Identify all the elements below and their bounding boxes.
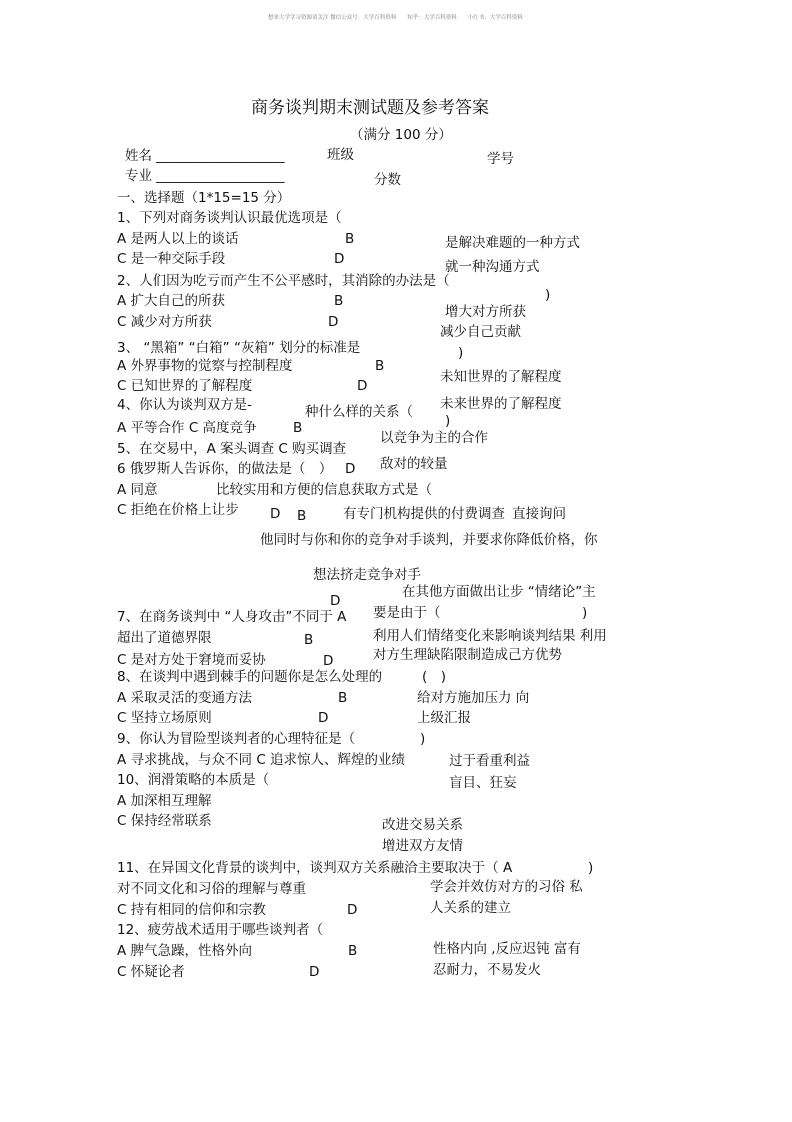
text-line: 他同时与你和你的竞争对手谈判，并要求你降低价格，你 bbox=[260, 532, 598, 548]
text-line: 敌对的较量 bbox=[380, 456, 448, 472]
text-line: A 脾气急躁，性格外向 bbox=[117, 943, 253, 959]
text-line: 人关系的建立 bbox=[430, 900, 511, 916]
text-line: 9、你认为冒险型谈判者的心理特征是（ bbox=[117, 731, 356, 747]
text-line: 忍耐力，不易发火 bbox=[433, 962, 541, 978]
text-line: C 是一种交际手段 bbox=[117, 251, 226, 267]
text-line: ) bbox=[582, 605, 588, 621]
text-line: 要是由于（ bbox=[373, 605, 441, 621]
text-line: 一、选择题（1*15=15 分） bbox=[117, 190, 291, 206]
text-line: 利用人们情绪变化来影响谈判结果 利用 bbox=[373, 628, 607, 644]
text-line: ) bbox=[420, 731, 426, 747]
text-line: A 平等合作 C 高度竞争 bbox=[117, 420, 257, 436]
text-line: A 寻求挑战，与众不同 C 追求惊人、辉煌的业绩 bbox=[117, 752, 406, 768]
text-line: D bbox=[357, 378, 368, 394]
text-line: 未来世界的了解程度 bbox=[440, 396, 562, 412]
text-line: B bbox=[348, 943, 358, 959]
text-line: 7、在商务谈判中 “人身攻击”不同于 A bbox=[117, 609, 347, 625]
text-line: B bbox=[375, 358, 385, 374]
text-line: ) bbox=[588, 860, 594, 876]
text-line: 专业 ___________________ bbox=[125, 168, 285, 184]
text-line: 有专门机构提供的付费调查 bbox=[343, 506, 505, 522]
text-line: 超出了道德界限 bbox=[117, 630, 212, 646]
text-line: B bbox=[334, 293, 344, 309]
text-line: A 采取灵活的变通方法 bbox=[117, 690, 253, 706]
text-line: B bbox=[345, 231, 355, 247]
text-line: 上级汇报 bbox=[417, 710, 471, 726]
text-line: 减少自己贡献 bbox=[440, 324, 521, 340]
text-line: A 加深相互理解 bbox=[117, 793, 212, 809]
text-line: 姓名 ___________________ bbox=[125, 148, 285, 164]
text-line: D bbox=[330, 593, 341, 609]
text-line: 过于看重利益 bbox=[449, 753, 530, 769]
document-title: 商务谈判期末测试题及参考答案 bbox=[251, 98, 489, 118]
text-line: 性格内向 ,反应迟钝 富有 bbox=[433, 941, 581, 957]
text-line: 3、 “黑箱” “白箱” “灰箱” 划分的标准是 bbox=[117, 340, 361, 356]
text-line: 比较实用和方便的信息获取方式是（ bbox=[216, 482, 432, 498]
text-line: 12、疲劳战术适用于哪些谈判者（ bbox=[117, 922, 324, 938]
text-line: D bbox=[270, 506, 281, 522]
text-line: 4、你认为谈判双方是- bbox=[117, 397, 252, 413]
text-line: C 已知世界的了解程度 bbox=[117, 378, 253, 394]
text-line: C 是对方处于窘境而妥协 bbox=[117, 652, 266, 668]
text-line: 直接询问 bbox=[512, 506, 566, 522]
text-line: 6 俄罗斯人告诉你，的做法是（ ） bbox=[117, 461, 333, 477]
text-line: 在其他方面做出让步 “情绪论”主 bbox=[402, 584, 596, 600]
text-line: B bbox=[297, 508, 307, 524]
text-line: C 拒绝在价格上让步 bbox=[117, 502, 239, 518]
text-line: 对不同文化和习俗的理解与尊重 bbox=[117, 881, 306, 897]
text-line: 种什么样的关系（ bbox=[305, 404, 413, 420]
text-line: 学会并效仿对方的习俗 私 bbox=[430, 879, 583, 895]
text-line: D bbox=[318, 710, 329, 726]
text-line: D bbox=[323, 653, 334, 669]
text-line: 盲目、狂妄 bbox=[449, 775, 517, 791]
text-line: 想法挤走竞争对手 bbox=[313, 567, 421, 583]
text-line: ) bbox=[545, 287, 551, 303]
text-line: ) bbox=[458, 345, 464, 361]
text-line: 改进交易关系 bbox=[382, 817, 463, 833]
text-line: D bbox=[328, 314, 339, 330]
text-line: 8、在谈判中遇到棘手的问题你是怎么处理的 bbox=[117, 669, 383, 685]
text-line: C 怀疑论者 bbox=[117, 964, 185, 980]
text-line: 5、在交易中，A 案头调查 C 购买调查 bbox=[117, 441, 347, 457]
text-line: 11、在异国文化背景的谈判中，谈判双方关系融洽主要取决于（ A bbox=[117, 860, 513, 876]
text-line: 班级 bbox=[327, 147, 354, 163]
text-line: 学号 bbox=[487, 151, 514, 167]
text-line: 以竞争为主的合作 bbox=[380, 430, 488, 446]
text-line: C 持有相同的信仰和宗教 bbox=[117, 902, 266, 918]
header-note: 想来大学学习资源请关注 微信公众号：大学百科资料 知乎：大学百科资料 小红书：大学百科资料 bbox=[268, 15, 523, 21]
text-line: ( ) bbox=[422, 669, 447, 685]
text-line: D bbox=[345, 461, 356, 477]
text-line: ) bbox=[445, 413, 451, 429]
text-line: 给对方施加压力 向 bbox=[417, 690, 530, 706]
text-line: B bbox=[304, 632, 314, 648]
text-line: D bbox=[334, 251, 345, 267]
text-line: 未知世界的了解程度 bbox=[440, 369, 562, 385]
text-line: C 坚持立场原则 bbox=[117, 710, 212, 726]
text-line: A 扩大自己的所获 bbox=[117, 293, 226, 309]
text-line: A 同意 bbox=[117, 482, 158, 498]
text-line: C 保持经常联系 bbox=[117, 813, 212, 829]
text-line: 对方生理缺陷限制造成己方优势 bbox=[373, 647, 562, 663]
text-line: A 是两人以上的谈话 bbox=[117, 231, 239, 247]
text-line: 分数 bbox=[374, 172, 401, 188]
text-line: （满分 100 分） bbox=[350, 127, 452, 143]
text-line: 10、润滑策略的本质是（ bbox=[117, 772, 270, 788]
text-line: D bbox=[309, 964, 320, 980]
text-line: B bbox=[293, 420, 303, 436]
text-line: 增大对方所获 bbox=[445, 304, 526, 320]
text-line: A 外界事物的觉察与控制程度 bbox=[117, 358, 293, 374]
text-line: D bbox=[347, 902, 358, 918]
text-line: B bbox=[338, 690, 348, 706]
text-line: 增进双方友情 bbox=[382, 838, 463, 854]
text-line: 2、人们因为吃亏而产生不公平感时，其消除的办法是（ bbox=[117, 273, 450, 289]
text-line: 是解决难题的一种方式 bbox=[445, 235, 580, 251]
text-line: 就一种沟通方式 bbox=[445, 259, 540, 275]
text-line: 1、下列对商务谈判认识最优选项是（ bbox=[117, 210, 342, 226]
text-line: C 减少对方所获 bbox=[117, 314, 212, 330]
